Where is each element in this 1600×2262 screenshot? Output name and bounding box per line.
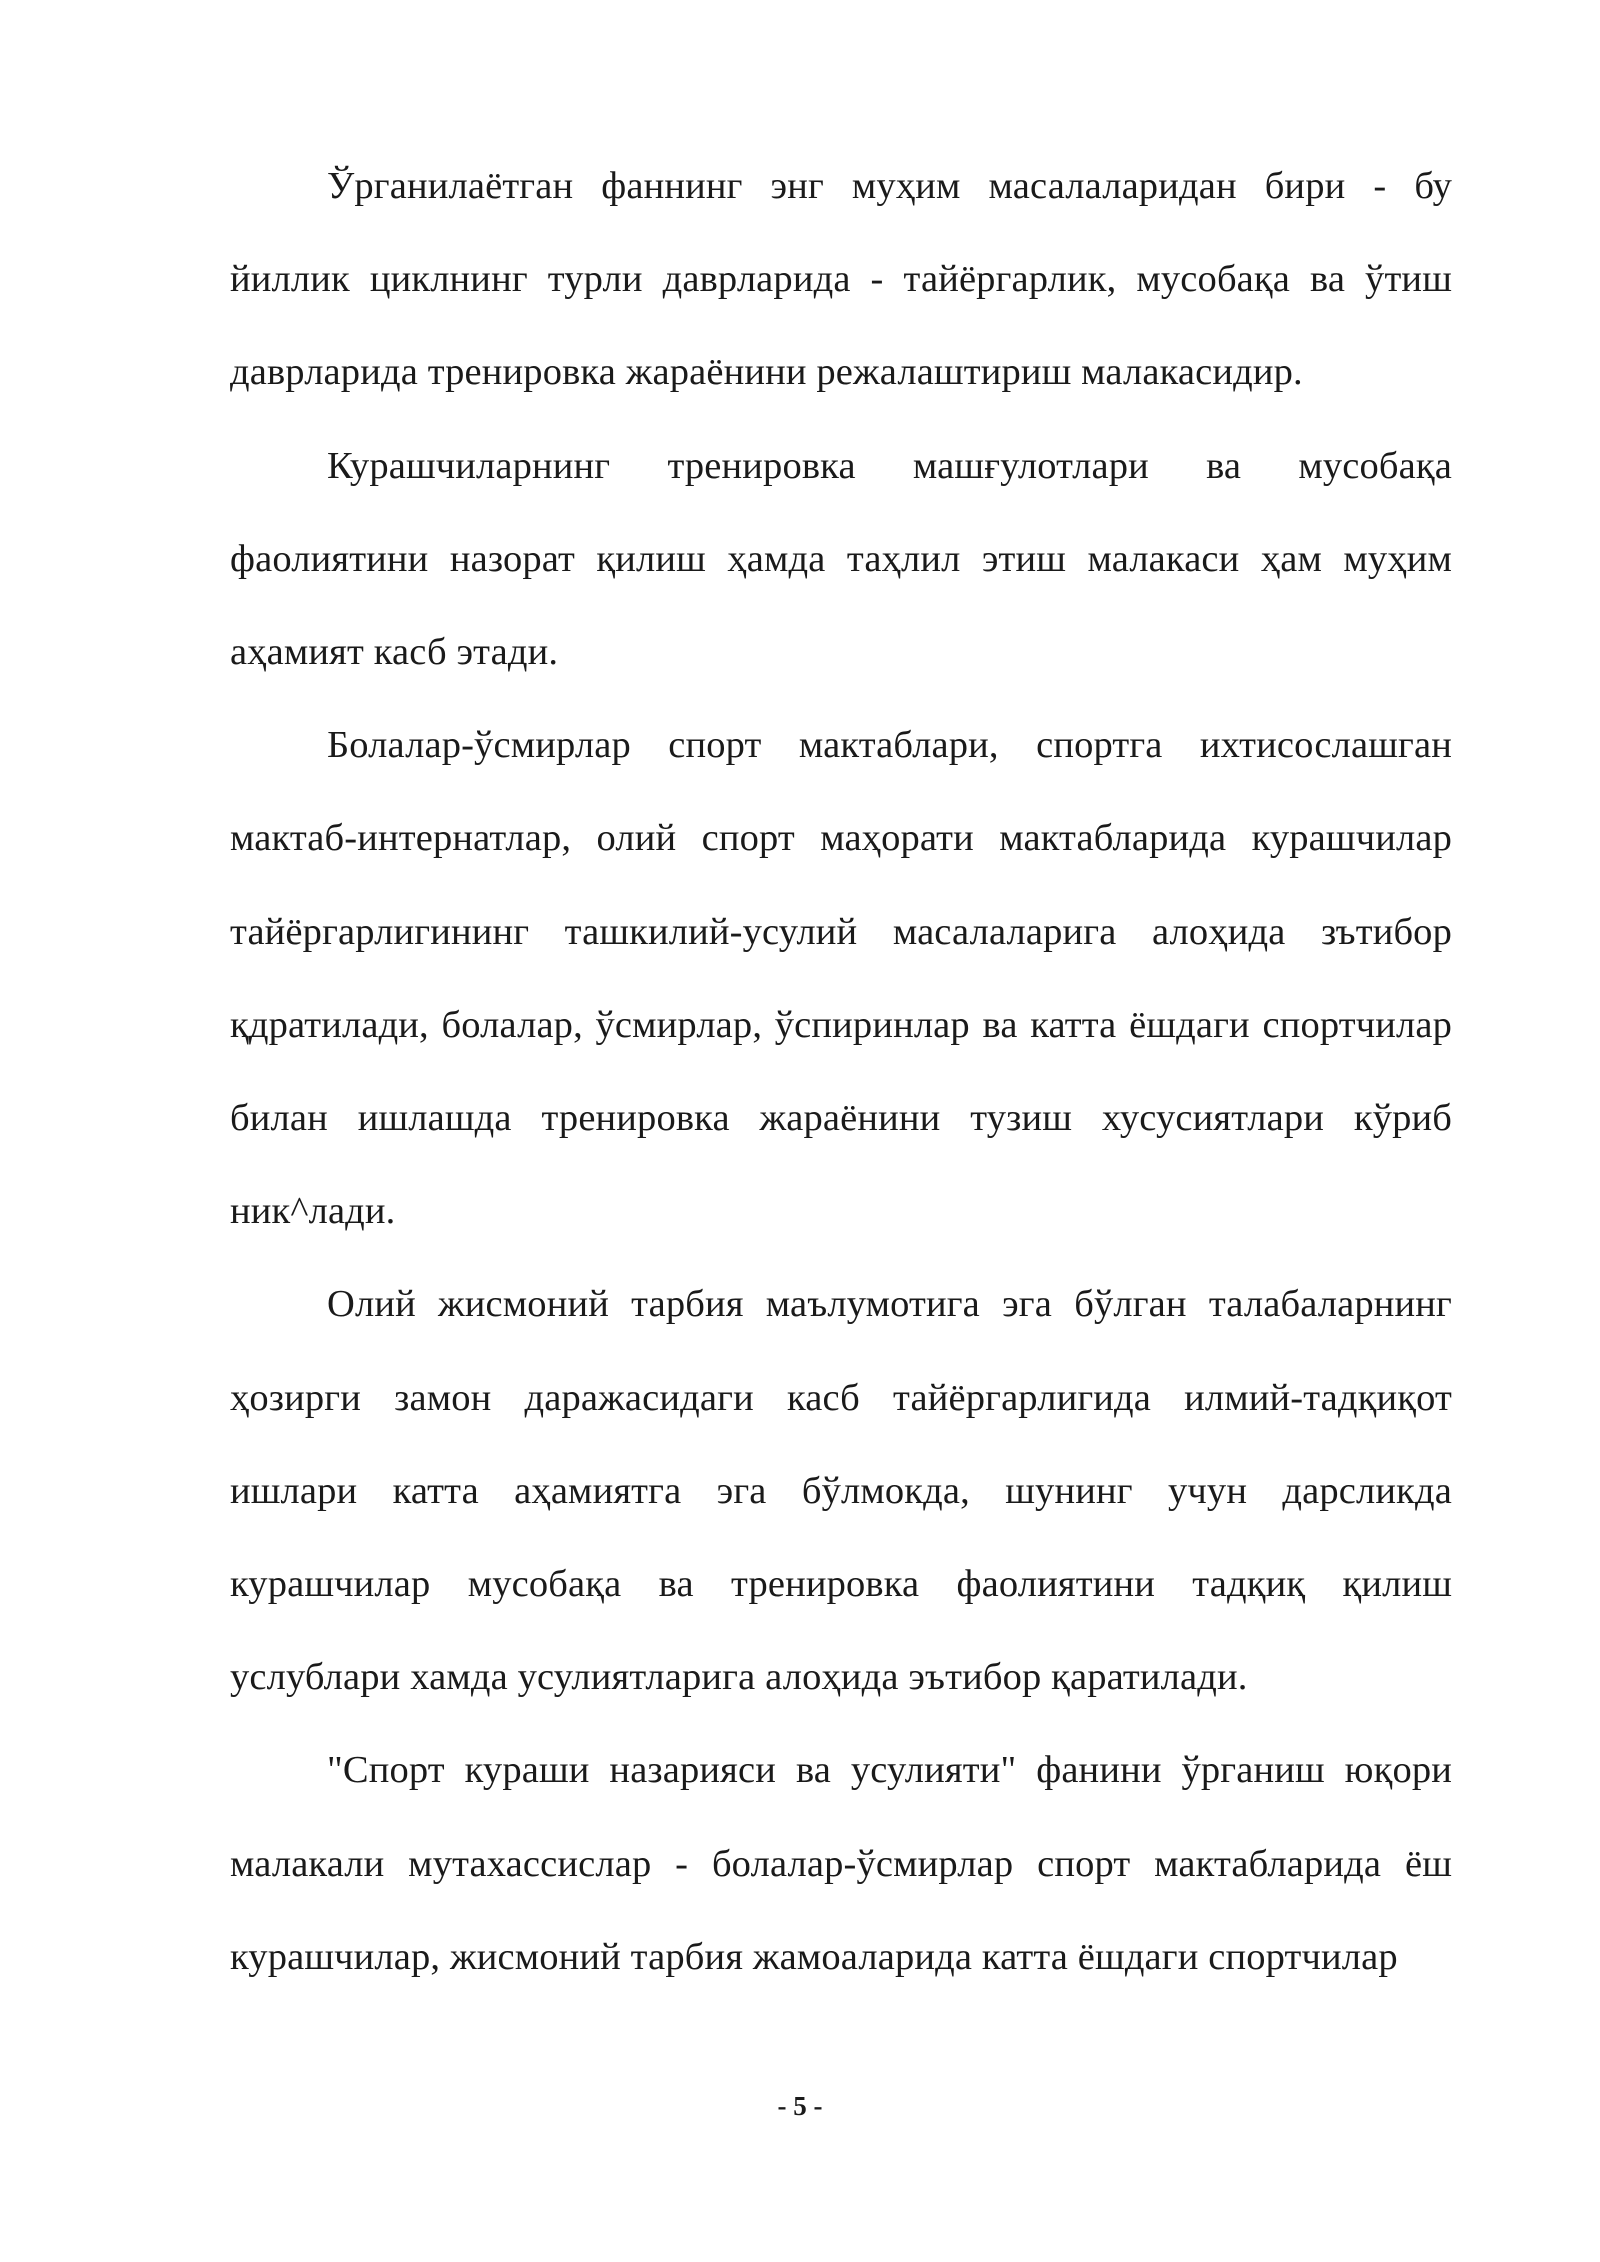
body-text [230, 140, 1452, 2004]
page-number: - 5 - [777, 2091, 823, 2121]
paragraph: Ўрганилаётган фаннинг энг муҳим масалаларидан бири - бу йиллик циклнинг турли даврларида - тайёргарлик, мусобақа ва ўтиш даврларида тренировка жараёнини режалаштириш малакасидир. [230, 165, 1452, 394]
paragraph: Олий жисмоний тарбия маълумотига эга бўлган талабаларнинг ҳозирги замон даражасидаги касб тайёргарлигида илмий-тадқиқот ишлари катта аҳамиятга эга бўлмокда, шунинг учун дарсликда курашчилар мусобақа ва тренировка фаолиятини тадқиқ қилиш услублари хамда усулиятларига алоҳида эътибор қаратилади. [230, 1283, 1452, 1699]
paragraph: "Спорт кураши назарияси ва усулияти" фанини ўрганиш юқори малакали мутахассислар - болалар-ўсмирлар спорт мактабларида ёш курашчилар, жисмоний тарбия жамоаларида катта ёшдаги спортчилар [230, 1749, 1452, 1978]
paragraph: Болалар-ўсмирлар спорт мактаблари, спортга ихтисослашган мактаб-интернатлар, олий спорт маҳорати мактабларида курашчилар тайёргарлигининг ташкилий-усулий масалаларига алоҳида зътибор қдратилади, болалар, ўсмирлар, ўспиринлар ва катта ёшдаги спортчилар билан ишлашда тренировка жараёнини тузиш хусусиятлари кўриб ник^лади. [230, 724, 1452, 1233]
paragraph: Курашчиларнинг тренировка машғулотлари ва мусобақа фаолиятини назорат қилиш ҳамда таҳлил этиш малакаси ҳам муҳим аҳамият касб этади. [230, 444, 1452, 674]
